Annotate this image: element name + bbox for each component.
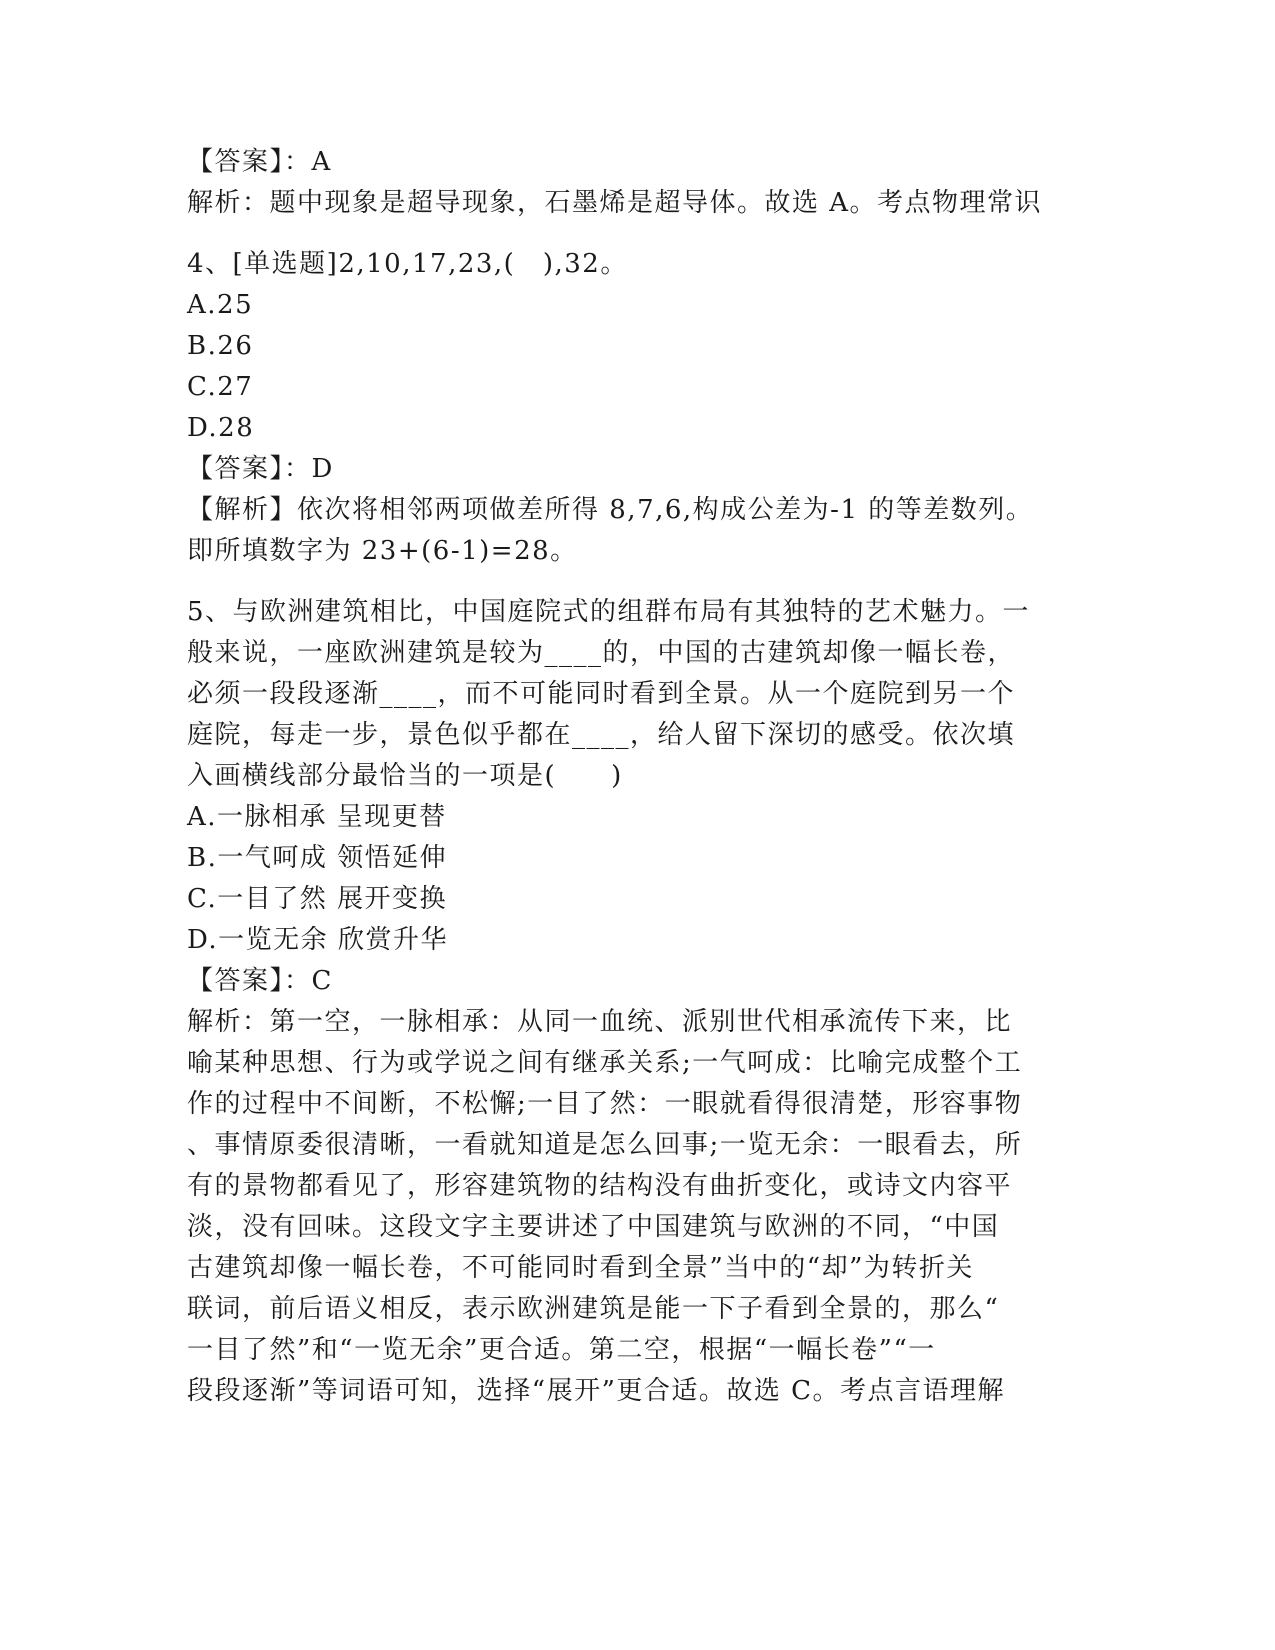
- q5-stem-line: 5、与欧洲建筑相比，中国庭院式的组群布局有其独特的艺术魅力。一: [187, 597, 1031, 627]
- q5-stem-line: 入画横线部分最恰当的一项是( ): [187, 761, 623, 791]
- q5-analysis-line: 解析：第一空，一脉相承：从同一血统、派别世代相承流传下来，比: [187, 1007, 1013, 1037]
- q4-analysis-line: 【解析】依次将相邻两项做差所得 8,7,6,构成公差为-1 的等差数列。: [187, 495, 1034, 525]
- q4-stem: 4、[单选题]2,10,17,23,( ),32。: [187, 249, 628, 279]
- q5-answer: 【答案】：C: [187, 966, 333, 996]
- q4-option-a: A.25: [187, 290, 254, 320]
- q4-option-d: D.28: [187, 413, 255, 443]
- q5-option-d: D.一览无余 欣赏升华: [187, 925, 448, 955]
- q5-analysis-line: 有的景物都看见了，形容建筑物的结构没有曲折变化，或诗文内容平: [187, 1171, 1013, 1201]
- q5-analysis-line: 、事情原委很清晰，一看就知道是怎么回事;一览无余：一眼看去，所: [187, 1130, 1023, 1160]
- q5-analysis-line: 段段逐渐”等词语可知，选择“展开”更合适。故选 C。考点言语理解: [187, 1376, 1006, 1406]
- q5-analysis-line: 联词，前后语义相反，表示欧洲建筑是能一下子看到全景的，那么“: [187, 1294, 1000, 1324]
- q3-analysis: 解析：题中现象是超导现象，石墨烯是超导体。故选 A。考点物理常识: [187, 188, 1043, 218]
- q5-stem-line: 必须一段段逐渐____，而不可能同时看到全景。从一个庭院到另一个: [187, 679, 1016, 709]
- q4-analysis-line: 即所填数字为 23+(6-1)=28。: [187, 536, 578, 566]
- q3-answer: 【答案】：A: [187, 147, 332, 177]
- q5-analysis-line: 作的过程中不间断，不松懈;一目了然：一眼就看得很清楚，形容事物: [187, 1089, 1023, 1119]
- q4-option-b: B.26: [187, 331, 254, 361]
- q5-stem-line: 般来说，一座欧洲建筑是较为____的，中国的古建筑却像一幅长卷，: [187, 638, 1016, 668]
- q5-analysis-line: 古建筑却像一幅长卷，不可能同时看到全景”当中的“却”为转折关: [187, 1253, 974, 1283]
- q5-option-a: A.一脉相承 呈现更替: [187, 802, 447, 832]
- q5-analysis-line: 喻某种思想、行为或学说之间有继承关系;一气呵成：比喻完成整个工: [187, 1048, 1023, 1078]
- q5-stem-line: 庭院，每走一步，景色似乎都在____，给人留下深切的感受。依次填: [187, 720, 1016, 750]
- q5-option-c: C.一目了然 展开变换: [187, 884, 447, 914]
- q5-option-b: B.一气呵成 领悟延伸: [187, 843, 448, 873]
- q5-analysis-line: 一目了然”和“一览无余”更合适。第二空，根据“一幅长卷”“一: [187, 1335, 936, 1365]
- q4-answer: 【答案】：D: [187, 454, 334, 484]
- q5-analysis-line: 淡，没有回味。这段文字主要讲述了中国建筑与欧洲的不同，“中国: [187, 1212, 1000, 1242]
- q4-option-c: C.27: [187, 372, 254, 402]
